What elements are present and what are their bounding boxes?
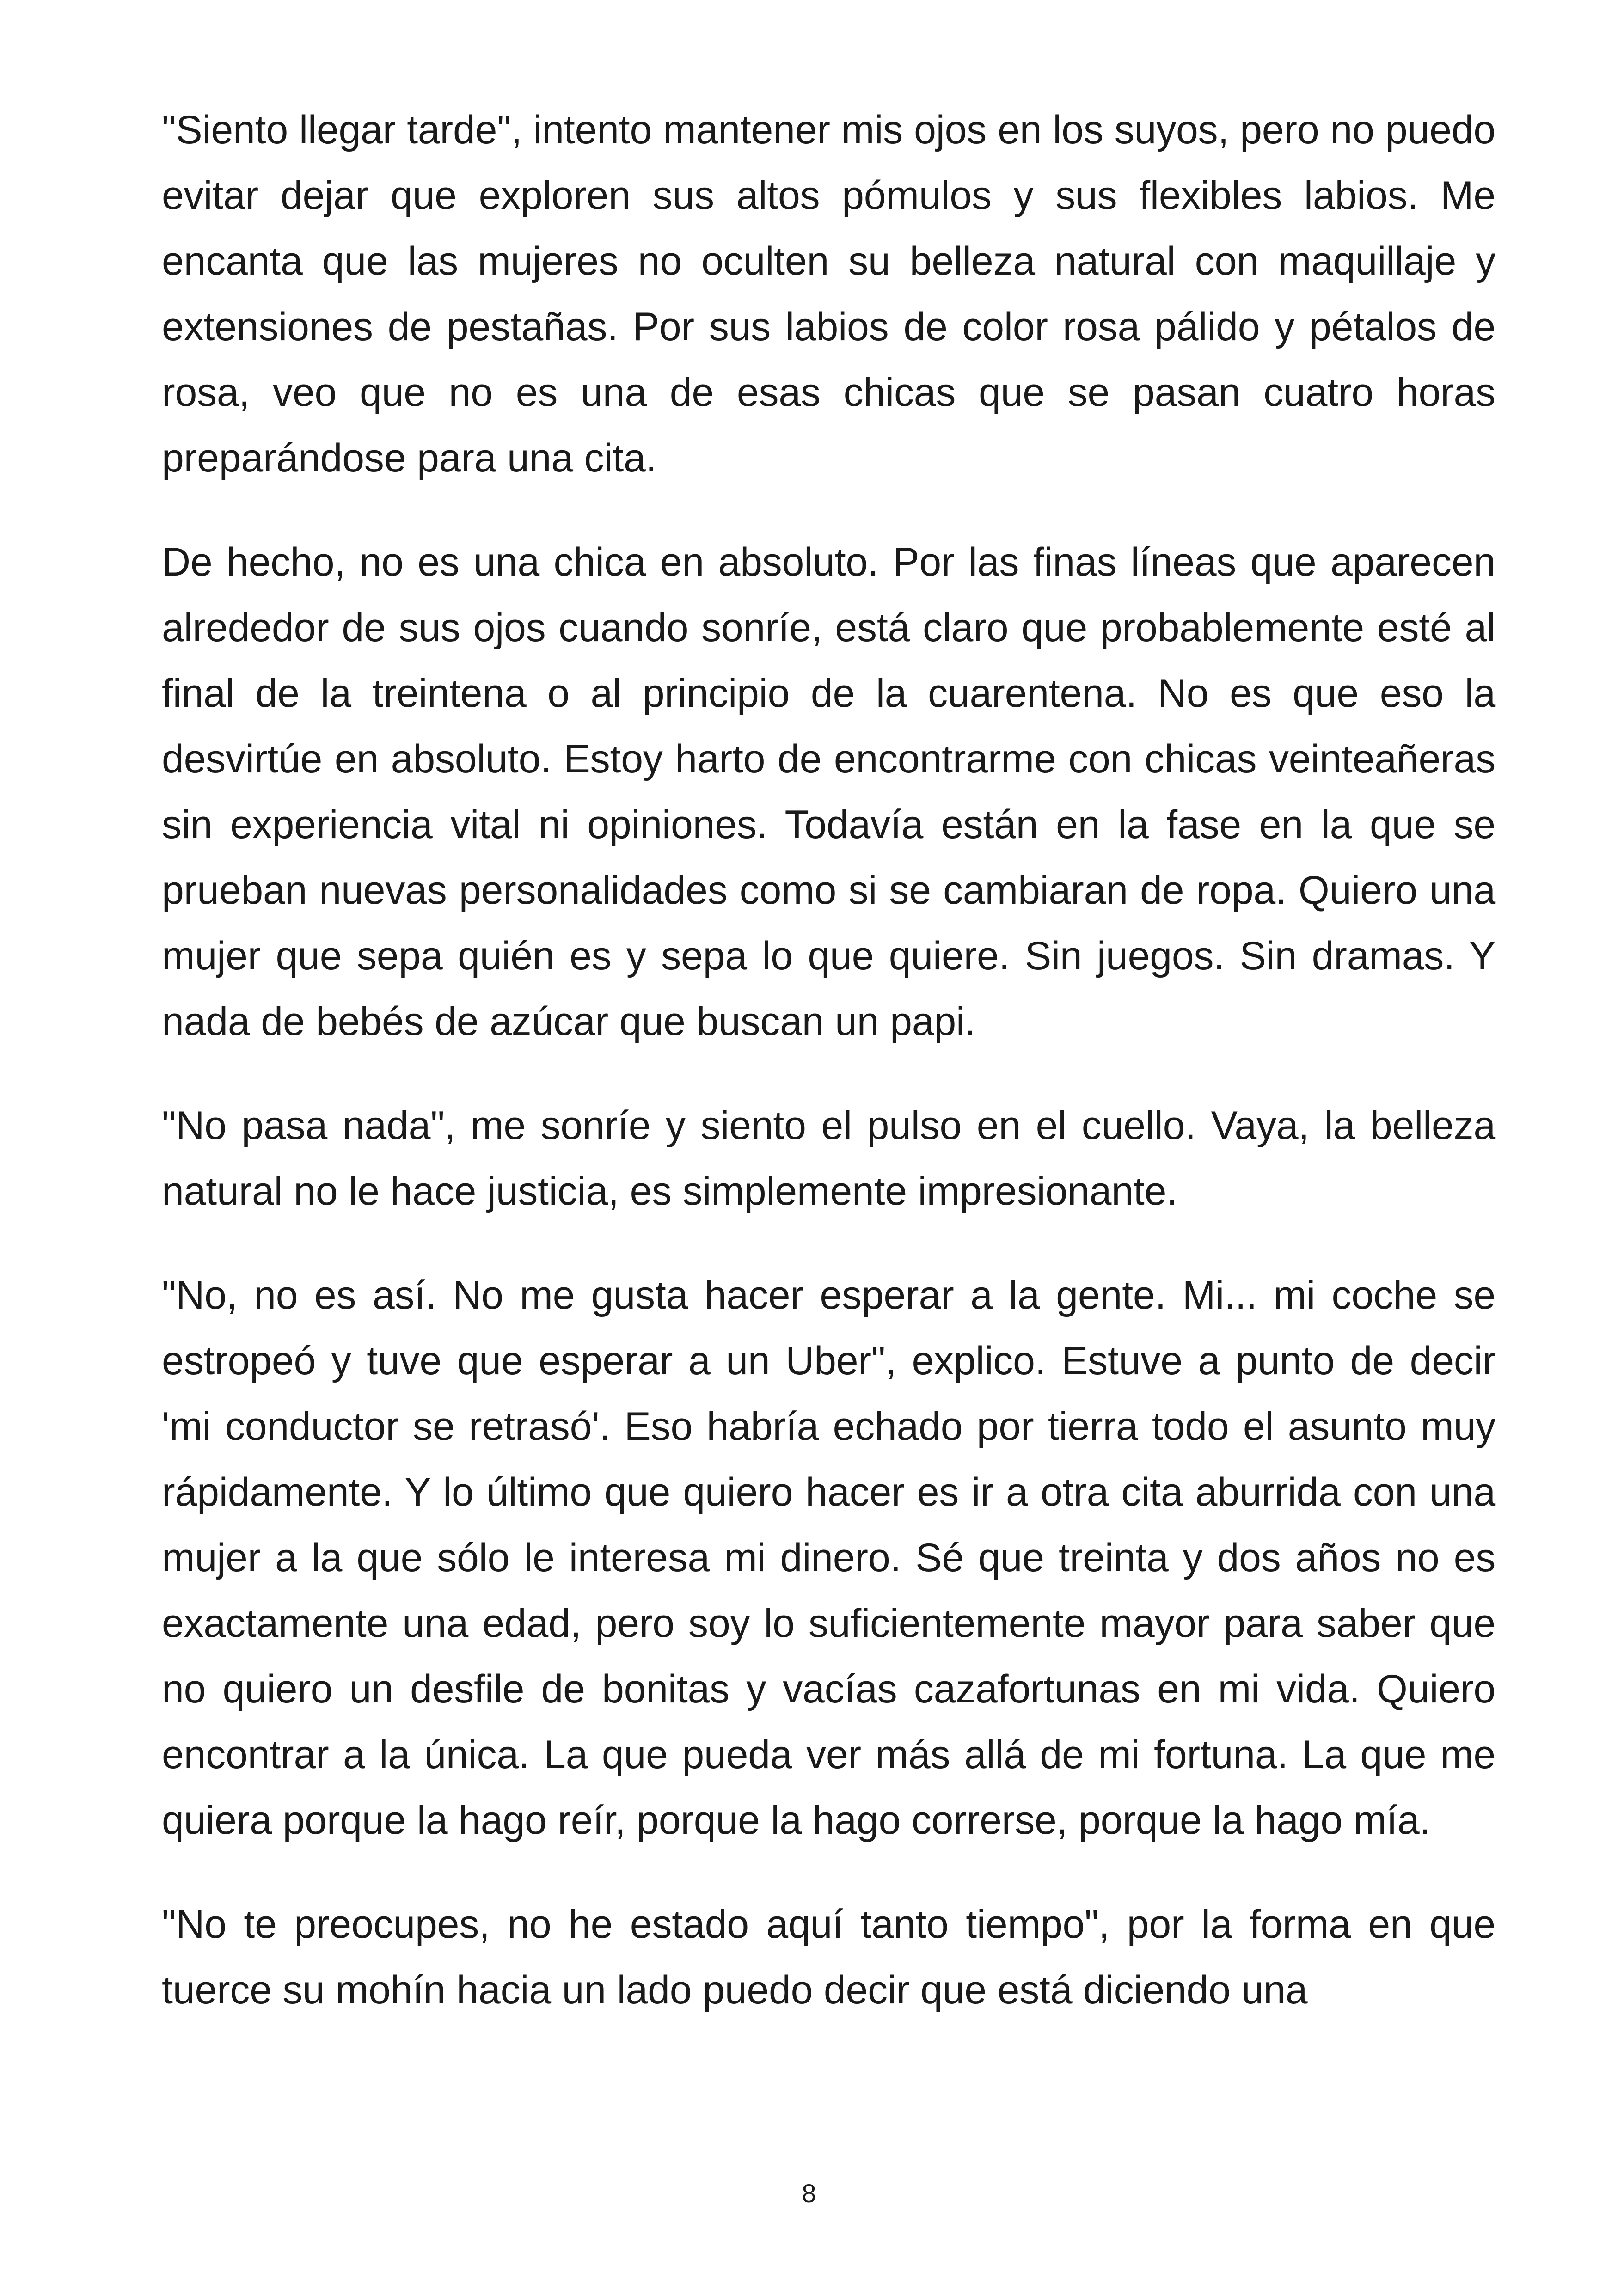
paragraph-3: "No pasa nada", me sonríe y siento el pulso en el cuello. Vaya, la belleza natural no le hace justicia, es simplemente impresionante.: [162, 1103, 1495, 1213]
page-body: [162, 97, 1495, 2061]
paragraph-1: "Siento llegar tarde", intento mantener mis ojos en los suyos, pero no puedo evitar dejar que exploren sus altos pómulos y sus flexibles labios. Me encanta que las mujeres no oculten su belleza natural con maquillaje y extensiones de pestañas. Por sus labios de color rosa pálido y pétalos de rosa, veo que no es una de esas chicas que se pasan cuatro horas preparándose para una cita.: [162, 108, 1495, 480]
page-number: 8: [802, 2179, 816, 2208]
paragraph-5: "No te preocupes, no he estado aquí tanto tiempo", por la forma en que tuerce su mohín hacia un lado puedo decir que está diciendo una: [162, 1902, 1495, 2012]
paragraph-4: "No, no es así. No me gusta hacer esperar a la gente. Mi... mi coche se estropeó y tuve que esperar a un Uber", explico. Estuve a punto de decir 'mi conductor se retrasó'. Eso habría echado por tierra todo el asunto muy rápidamente. Y lo último que quiero hacer es ir a otra cita aburrida con una mujer a la que sólo le interesa mi dinero. Sé que treinta y dos años no es exactamente una edad, pero soy lo suficientemente mayor para saber que no quiero un desfile de bonitas y vacías cazafortunas en mi vida. Quiero encontrar a la única. La que pueda ver más allá de mi fortuna. La que me quiera porque la hago reír, porque la hago correrse, porque la hago mía.: [162, 1273, 1495, 1843]
paragraph-2: De hecho, no es una chica en absoluto. Por las finas líneas que aparecen alrededor de sus ojos cuando sonríe, está claro que probablemente esté al final de la treintena o al principio de la cuarentena. No es que eso la desvirtúe en absoluto. Estoy harto de encontrarme con chicas veinteañeras sin experiencia vital ni opiniones. Todavía están en la fase en la que se prueban nuevas personalidades como si se cambiaran de ropa. Quiero una mujer que sepa quién es y sepa lo que quiere. Sin juegos. Sin dramas. Y nada de bebés de azúcar que buscan un papi.: [162, 540, 1495, 1044]
